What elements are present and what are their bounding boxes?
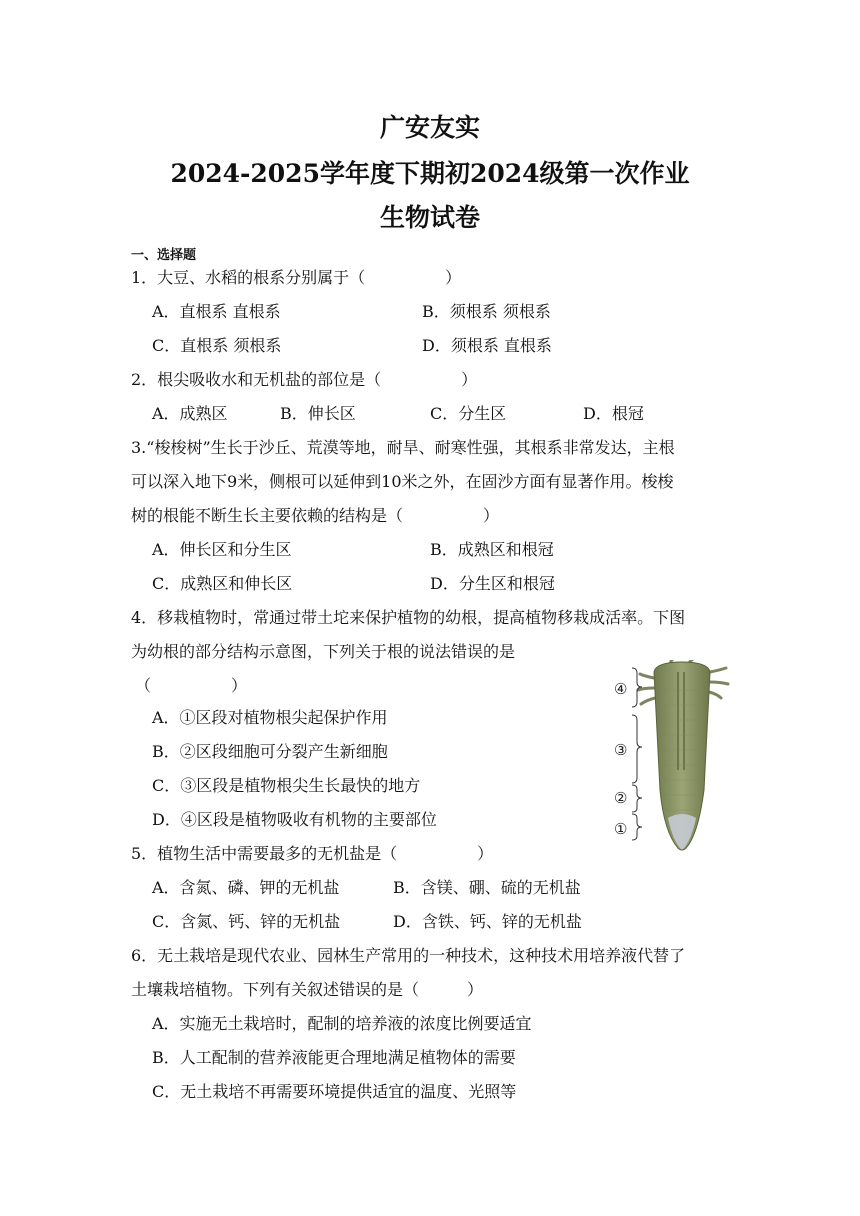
question-6-stem-line-2: 土壤栽培植物。下列有关叙述错误的是（ ） — [131, 980, 484, 999]
question-3-stem-line-3: 树的根能不断生长主要依赖的结构是（ ） — [131, 506, 500, 525]
question-2-option-c: C．分生区 — [430, 404, 507, 423]
zone-label-4: ④ — [614, 680, 628, 698]
question-5-option-d: D．含铁、钙、锌的无机盐 — [393, 912, 582, 931]
question-1-option-a: A．直根系 直根系 — [152, 302, 281, 321]
question-5-stem: 5．植物生活中需要最多的无机盐是（ ） — [131, 844, 494, 863]
school-name: 广安友实 — [379, 113, 480, 142]
question-5-option-b: B．含镁、硼、硫的无机盐 — [393, 878, 581, 897]
question-6-option-a: A．实施无土栽培时，配制的培养液的浓度比例要适宜 — [152, 1014, 532, 1033]
root-tip-diagram — [612, 660, 732, 855]
question-3-stem-line-2: 可以深入地下9米，侧根可以延伸到10米之外，在固沙方面有显著作用。梭梭 — [131, 472, 674, 491]
question-4-stem-line-2: 为幼根的部分结构示意图，下列关于根的说法错误的是 — [131, 642, 516, 661]
zone-label-2: ② — [614, 789, 628, 807]
question-5-option-a: A．含氮、磷、钾的无机盐 — [152, 878, 340, 897]
section-heading: 一、选择题 — [131, 248, 197, 263]
question-4-stem-line-1: 4．移栽植物时，常通过带土坨来保护植物的幼根，提高植物移栽成活率。下图 — [131, 608, 686, 627]
question-6-option-b: B．人工配制的营养液能更合理地满足植物体的需要 — [152, 1048, 516, 1067]
question-2-option-b: B．伸长区 — [280, 404, 356, 423]
question-5-option-c: C．含氮、钙、锌的无机盐 — [152, 912, 341, 931]
question-2-option-d: D．根冠 — [583, 404, 644, 423]
zone-label-3: ③ — [614, 741, 628, 759]
question-3-option-a: A．伸长区和分生区 — [152, 540, 292, 559]
question-3-option-d: D．分生区和根冠 — [430, 574, 555, 593]
question-4-option-c: C．③区段是植物根尖生长最快的地方 — [152, 776, 421, 795]
question-1-option-d: D．须根系 直根系 — [422, 336, 552, 355]
exam-term-title: 2024-2025学年度下期初2024级第一次作业 — [170, 159, 690, 188]
question-1-option-b: B．须根系 须根系 — [422, 302, 551, 321]
subject-title: 生物试卷 — [379, 203, 480, 232]
question-4-stem-line-3: （ ） — [135, 676, 248, 695]
question-4-option-d: D．④区段是植物吸收有机物的主要部位 — [152, 810, 437, 829]
question-4-option-b: B．②区段细胞可分裂产生新细胞 — [152, 742, 388, 761]
root-cap — [668, 814, 696, 850]
question-4-option-a: A．①区段对植物根尖起保护作用 — [152, 708, 388, 727]
question-2-option-a: A．成熟区 — [152, 404, 228, 423]
question-1-option-c: C．直根系 须根系 — [152, 336, 282, 355]
question-3-stem-line-1: 3.“梭梭树”生长于沙丘、荒漠等地，耐旱、耐寒性强，其根系非常发达，主根 — [131, 438, 675, 457]
question-3-option-b: B．成熟区和根冠 — [430, 540, 554, 559]
zone-label-1: ① — [614, 820, 628, 838]
question-3-option-c: C．成熟区和伸长区 — [152, 574, 293, 593]
question-1-stem: 1．大豆、水稻的根系分别属于（ ） — [131, 268, 462, 287]
question-6-stem-line-1: 6．无土栽培是现代农业、园林生产常用的一种技术，这种技术用培养液代替了 — [131, 946, 686, 965]
question-6-option-c: C．无土栽培不再需要环境提供适宜的温度、光照等 — [152, 1082, 517, 1101]
question-2-stem: 2．根尖吸收水和无机盐的部位是（ ） — [131, 370, 478, 389]
